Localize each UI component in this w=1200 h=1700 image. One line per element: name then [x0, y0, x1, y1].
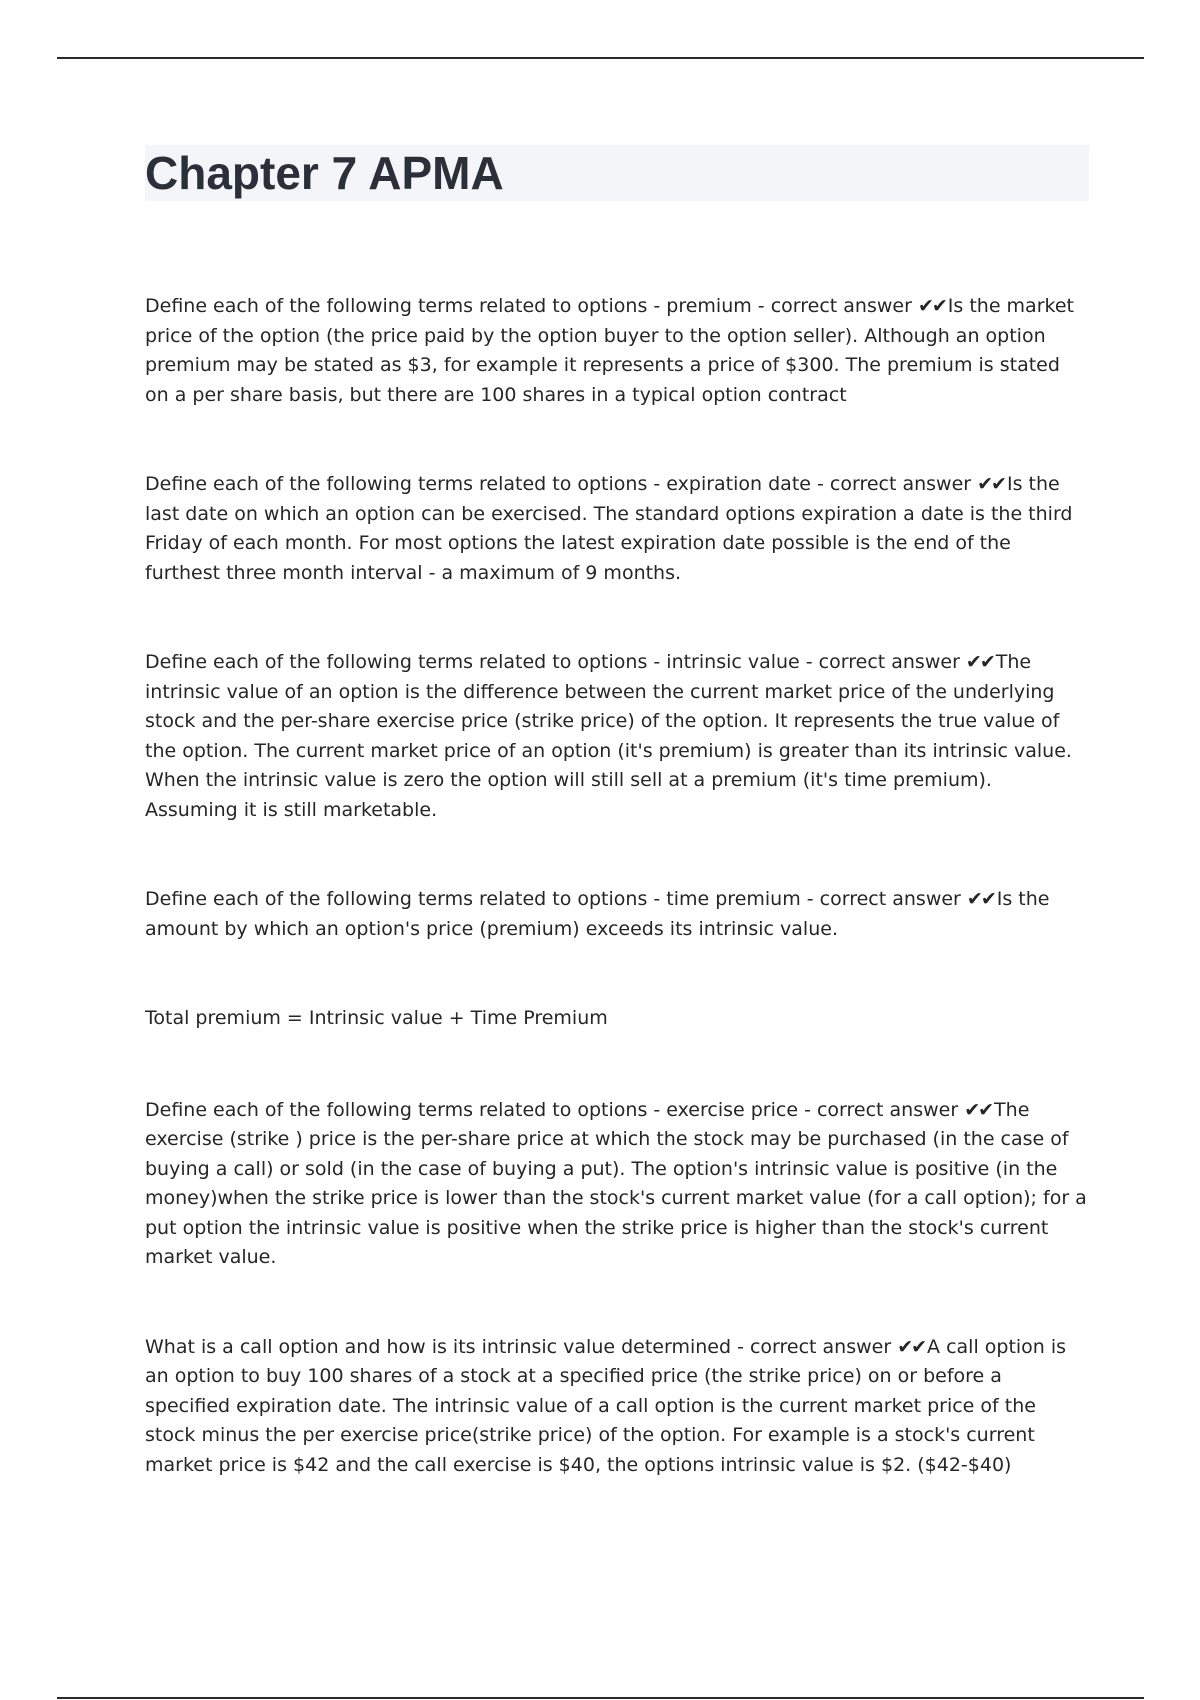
qa-item-exercise-price [145, 1096, 1089, 1273]
question-text: Define each of the following terms related to options - intrinsic value - correct answer [145, 651, 966, 673]
answer-text: The exercise (strike ) price is the per-share price at which the stock may be purchased (in the case of buying a call) or sold (in the case of buying a put). The option's intrinsic value is positive (in the money)when the strike price is lower than the stock's current market value (for a call option); for a put option the intrinsic value is positive when the strike price is higher than the stock's current market value. [145, 1098, 1087, 1268]
check-mark-icon: ✔✔ [966, 888, 995, 910]
answer-text: Is the amount by which an option's price (premium) exceeds its intrinsic value. [145, 888, 1050, 940]
check-mark-icon: ✔✔ [964, 1098, 993, 1121]
document-title: Chapter 7 APMA [145, 147, 504, 199]
check-mark-icon: ✔✔ [897, 1335, 926, 1358]
qa-item-premium [145, 292, 1089, 410]
question-text: Define each of the following terms related to options - expiration date - correct answer [145, 473, 978, 495]
qa-item-expiration-date [145, 470, 1089, 588]
formula-line: Total premium = Intrinsic value + Time Premium [145, 1007, 608, 1029]
question-text: Define each of the following terms related to options - premium - correct answer [145, 295, 918, 317]
qa-item-intrinsic-value [145, 648, 1089, 825]
check-mark-icon: ✔✔ [917, 295, 946, 317]
check-mark-icon: ✔✔ [977, 473, 1005, 495]
answer-text: The intrinsic value of an option is the difference between the current market price of the underlying stock and the per-share exercise price (strike price) of the option. It represents the true value of the option. The current market price of an option (it's premium) is greater than its intrinsic value. When the intrinsic value is zero the option will still sell at a premium (it's time premium). Assuming it is still marketable. [145, 651, 1072, 821]
check-mark-icon: ✔✔ [965, 651, 994, 673]
qa-item-call-option [145, 1333, 1089, 1481]
qa-item-time-premium [145, 885, 1089, 944]
answer-text: Is the market price of the option (the price paid by the option buyer to the option seller). Although an option premium may be stated as $3, for example it represents a price of $300. The premium is stated on a per share basis, but there are 100 shares in a typical option contract [145, 295, 1074, 406]
question-text: Define each of the following terms related to options - exercise price - correct answer [145, 1098, 965, 1121]
document-body [145, 292, 1089, 1540]
answer-text: Is the last date on which an option can be exercised. The standard options expiration a date is the third Friday of each month. For most options the latest expiration date possible is the end of the furthest three month interval - a maximum of 9 months. [145, 473, 1073, 584]
bottom-rule [57, 1697, 1144, 1699]
top-rule [57, 57, 1144, 59]
answer-text: A call option is an option to buy 100 shares of a stock at a specified price (the strike price) on or before a specified expiration date. The intrinsic value of a call option is the current market price of the stock minus the per exercise price(strike price) of the option. For example is a stock's current market price is $42 and the call exercise is $40, the options intrinsic value is $2. ($42-$40) [145, 1335, 1067, 1476]
question-text: What is a call option and how is its intrinsic value determined - correct answer [145, 1335, 898, 1358]
question-text: Define each of the following terms related to options - time premium - correct answer [145, 888, 967, 910]
